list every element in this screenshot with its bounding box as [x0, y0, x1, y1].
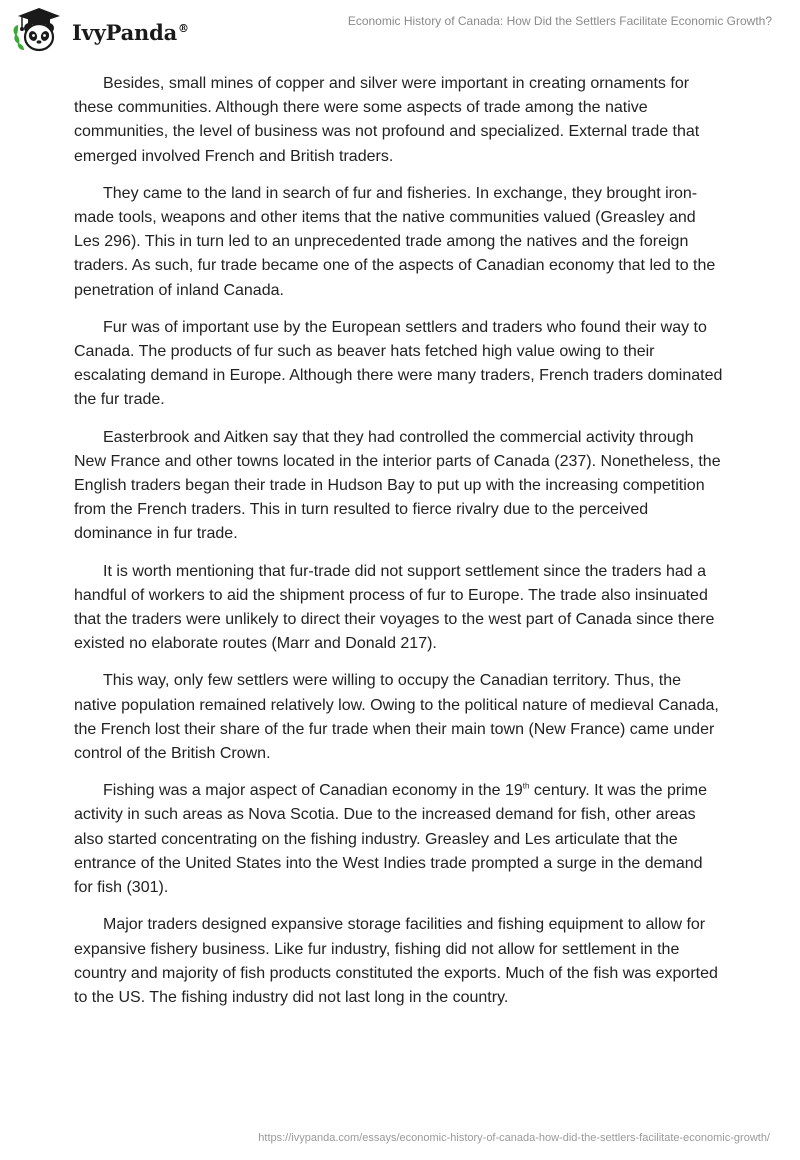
paragraph-8: Major traders designed expansive storage facilities and fishing equipment to allow for expansive fishery business. Like fur industry, fishing did not allow for settlement in the country and majority of fish products constituted the exports. Much of the fish was exported to the US. The fishing industry did not last long in the country.: [74, 916, 718, 1006]
panda-graduate-icon: [10, 6, 68, 54]
paragraph-5: It is worth mentioning that fur-trade did not support settlement since the traders had a handful of workers to aid the shipment process of fur to Europe. The trade also insinuated that the traders were unlikely to direct their voyages to the west part of Canada since there existed no elaborate routes (Marr and Donald 217).: [74, 562, 715, 653]
brand-name: [72, 20, 189, 45]
paragraph-6: This way, only few settlers were willing to occupy the Canadian territory. Thus, the native population remained relatively low. Owing to the political nature of medieval Canada, the French lost their share of the fur trade when their main town (New France) came under control of the British Crown.: [74, 672, 719, 763]
paragraph-7-end: century. It was the prime activity in such areas as Nova Scotia. Due to the increased demand for fish, other areas also started concentrating on the fishing industry. Greasley and Les articulate that the entrance of the United States into the West Indies trade prompted a surge in the demand for fish (301).: [74, 782, 708, 897]
brand-text: IvyPanda: [72, 19, 178, 45]
ordinal-suffix: th: [522, 781, 530, 791]
source-url-link[interactable]: https://ivypanda.com/essays/economic-history-of-canada-how-did-the-settlers-facilitate-economic-growth/: [258, 1132, 770, 1144]
registered-mark: ®: [178, 21, 189, 35]
page-header: [0, 0, 800, 60]
document-title: Economic History of Canada: How Did the Settlers Facilitate Economic Growth?: [347, 14, 772, 28]
paragraph-4: Easterbrook and Aitken say that they had controlled the commercial activity through New France and other towns located in the interior parts of Canada (237). Nonetheless, the English traders began their trade in Hudson Bay to put up with the increasing competition from the French traders. This in turn resulted to fierce rivalry due to the perceived dominance in fur trade.: [74, 428, 721, 543]
ivypanda-logo[interactable]: [10, 6, 189, 54]
essay-body: [74, 72, 724, 1023]
paragraph-1: Besides, small mines of copper and silver were important in creating ornaments for these communities. Although there were some aspects of trade among the native communities, the level of business was not profound and specialized. External trade that emerged involved French and British traders.: [74, 75, 700, 165]
paragraph-2: They came to the land in search of fur and fisheries. In exchange, they brought iron-made tools, weapons and other items that the native communities valued (Greasley and Les 296). This in turn led to an unprecedented trade among the natives and the foreign traders. As such, fur trade became one of the aspects of Canadian economy that led to the penetration of inland Canada.: [74, 184, 716, 299]
paragraph-3: Fur was of important use by the European settlers and traders who found their way to Canada. The products of fur such as beaver hats fetched high value owing to their escalating demand in Europe. Although there were many traders, French traders dominated the fur trade.: [74, 318, 723, 409]
paragraph-7-start: Fishing was a major aspect of Canadian economy in the 19: [103, 782, 523, 800]
paragraph-7: [74, 779, 724, 900]
